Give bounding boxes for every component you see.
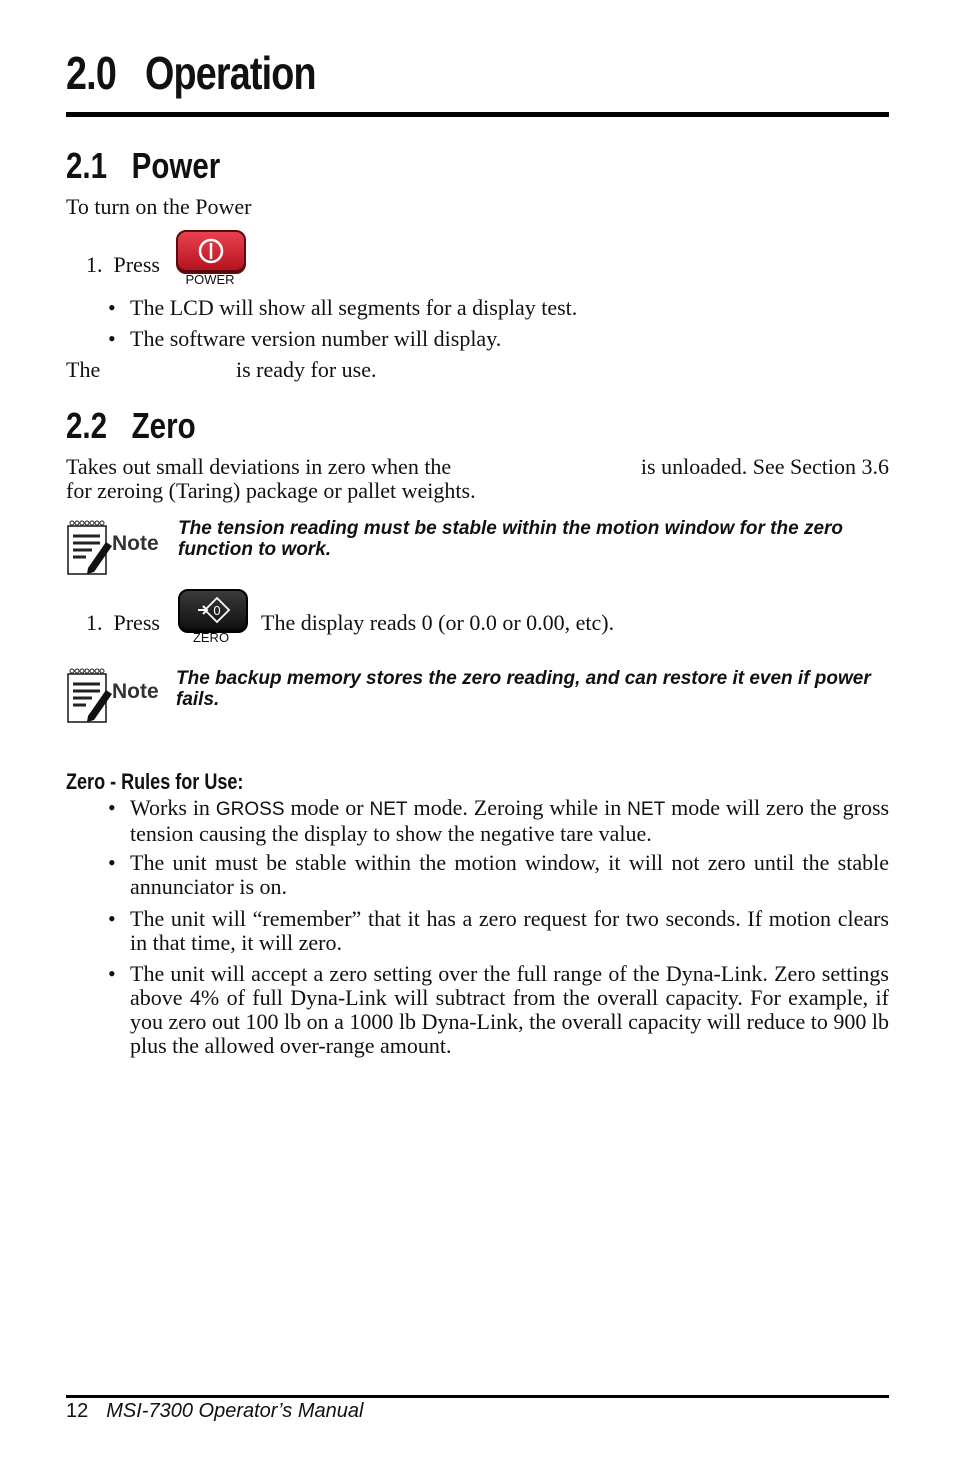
note-icon (66, 666, 166, 728)
power-ready-post: is ready for use. (236, 357, 377, 382)
power-step: 1. Press (86, 252, 160, 277)
chapter-rule (66, 112, 889, 117)
power-symbol-icon (178, 232, 244, 272)
note-label: Note (112, 532, 159, 555)
zero-step-result: The display reads 0 (or 0.0 or 0.00, etc). (261, 610, 615, 635)
zero-intro-line1-post: is unloaded. See Section 3.6 (640, 454, 889, 479)
note-label: Note (112, 680, 159, 703)
zero-intro-line2: for zeroing (Taring) package or pallet weights. (66, 478, 476, 503)
power-intro: To turn on the Power (66, 194, 252, 219)
zero-intro-line1-pre: Takes out small deviations in zero when the (66, 454, 452, 479)
note-text: The tension reading must be stable within the motion window for the zero function to work. (178, 518, 844, 560)
power-key-icon (176, 230, 246, 274)
chapter-title: 2.0 Operation (66, 47, 316, 99)
note-text: The backup memory stores the zero reading, and can restore it even if power fails. (176, 668, 871, 710)
manual-title: MSI-7300 Operator’s Manual (106, 1400, 364, 1422)
zero-symbol-icon (180, 591, 246, 631)
footer-rule (66, 1395, 889, 1398)
zero-step: 1. Press (86, 610, 160, 635)
note-icon (66, 518, 166, 580)
net-mode-label: NET (627, 799, 666, 820)
section-title-zero: 2.2 Zero (66, 405, 196, 446)
page-footer (66, 1400, 363, 1423)
gross-mode-label: GROSS (215, 799, 285, 820)
net-mode-label: NET (369, 799, 408, 820)
zero-key-icon (178, 589, 248, 633)
power-ready-pre: The (66, 357, 101, 382)
rules-heading: Zero - Rules for Use: (66, 769, 244, 794)
zero-key-label: ZERO (192, 630, 230, 645)
page-number: 12 (66, 1400, 89, 1422)
section-title-power: 2.1 Power (66, 145, 221, 186)
power-key-label: POWER (185, 272, 235, 287)
svg-text:0: 0 (213, 603, 221, 618)
